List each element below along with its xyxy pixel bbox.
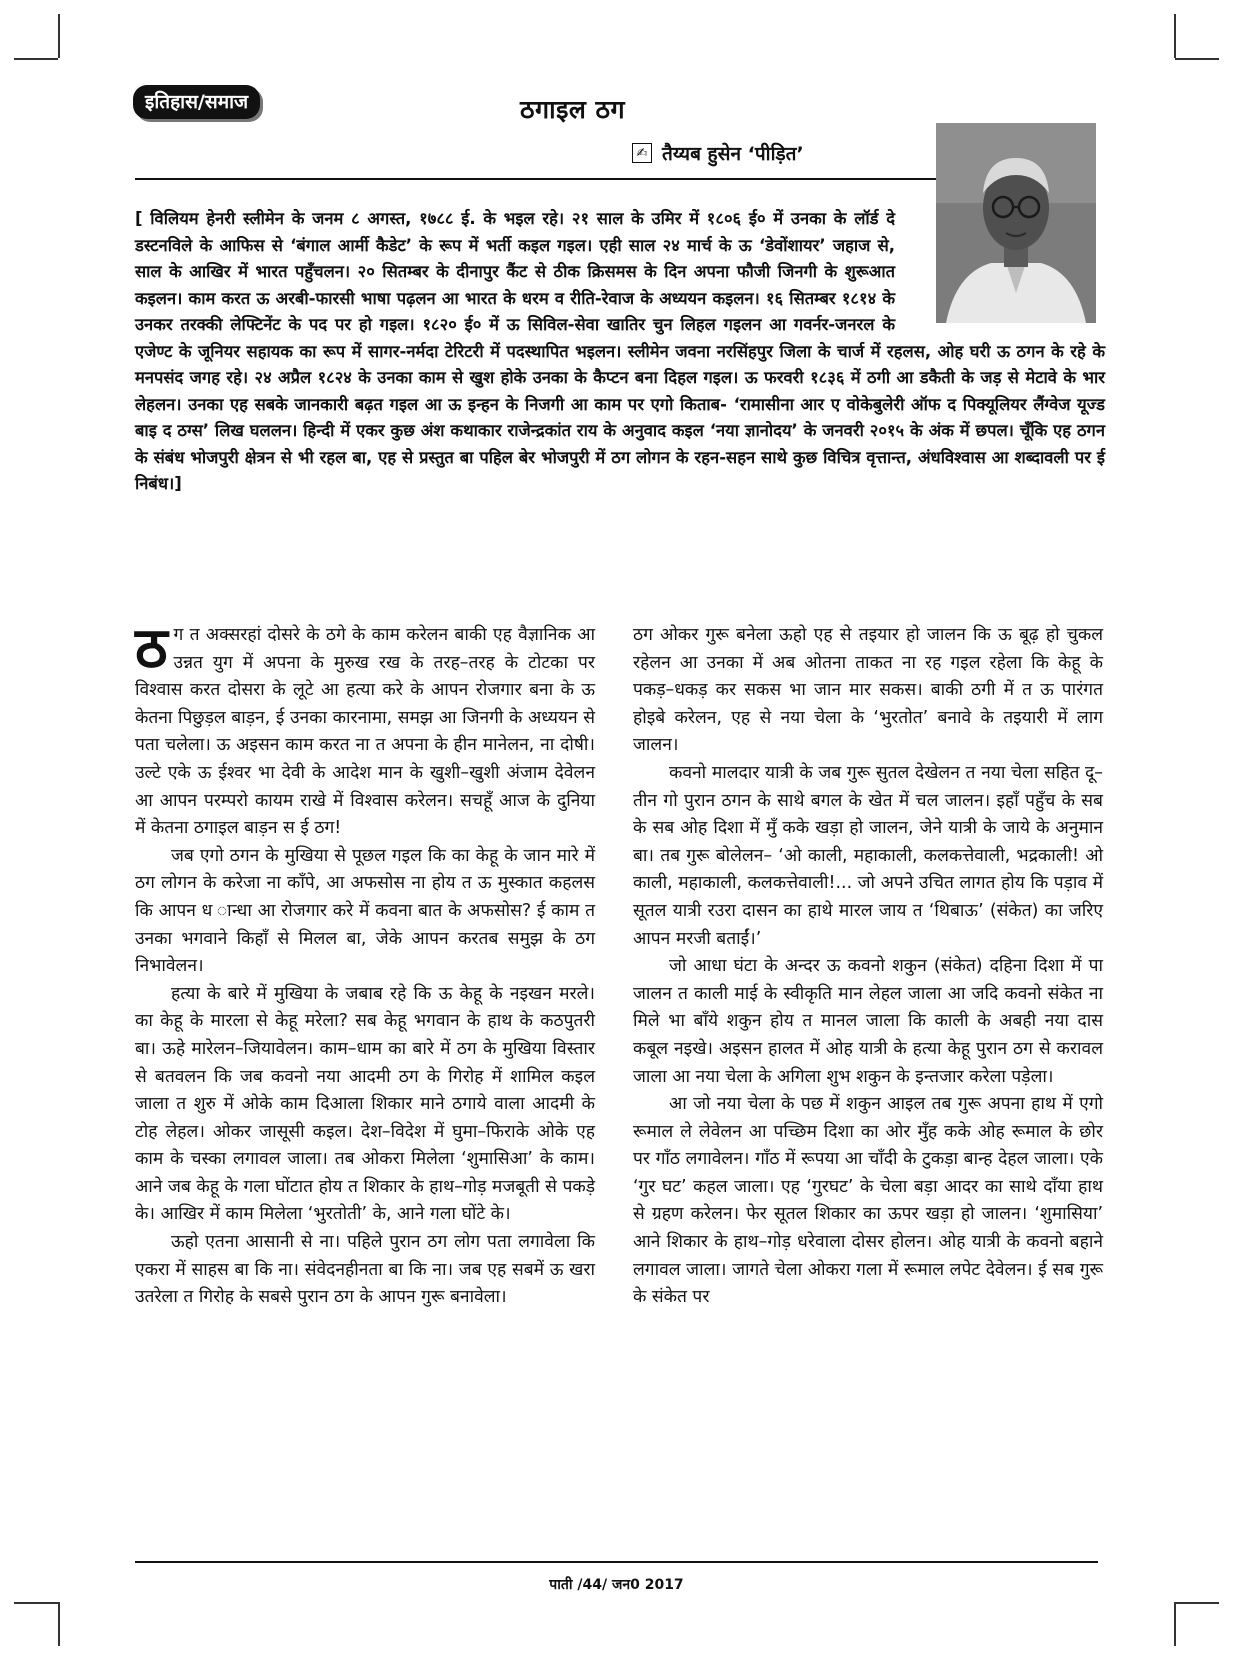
header-rule [135,178,936,180]
right-column [633,622,1103,1312]
paragraph: ऊहो एतना आसानी से ना। पहिले पुरान ठग लोग पता लगावेला कि एकरा में साहस बा कि ना। संवेदनहीनता बा कि ना। जब एह सबमें ऊ खरा उतरेला त गिरोह के सबसे पुरान ठग के आपन गुरू बनावेला। [135,1232,595,1308]
paragraph: जो आधा घंटा के अन्दर ऊ कवनो शकुन (संकेत) दहिना दिशा में पा जालन त काली माई के स्वीकृति मान लेहल जाला आ जदि कवनो संकेत ना मिले भा बाँये शकुन होय त मानल जाला कि काली के अबही नया दास कबूल नइखे। अइसन हालत में ओह यात्री के हत्या केहू पुरान ठग से करावल जाला आ नया चेला के अगिला शुभ शकुन के इन्तजार करेला पड़ेला। [633,956,1103,1087]
paragraph: ठग ओकर गुरू बनेला ऊहो एह से तइयार हो जालन कि ऊ बूढ़ हो चुकल रहेलन आ उनका में अब ओतना ताकत ना रह गइल रहेला कि केहू के पकड़–धकड़ कर सकस भा जान मार सकस। बाकी ठगी में त ऊ पारंगत होइबे करेलन, एह से नया चेला के ‘भुरतोत’ बनावे के तइयारी में लाग जालन। [633,625,1103,756]
footer-rule [135,1561,1098,1563]
intro-paragraph [135,206,1105,498]
left-column [135,616,595,1312]
crop-mark [1175,1602,1219,1604]
paragraph: हत्या के बारे में मुखिया के जबाब रहे कि ऊ केहू के नइखन मरले। का केहू के मारला से केहू मरेला? सब केहू भगवान के हाथ के कठपुतरी बा। ऊहे मारेलन–जियावेलन। काम–धाम का बारे में ठग के मुखिया विस्तार से बतवलन कि जब कवनो नया आदमी ठग के गिरोह में शामिल कइल जाला त शुरु में ओके काम दिआला शिकार माने ठगाये वाला आदमी के टोह लेहल। ओकर जासूसी कइल। देश–विदेश में घुमा–फिराके ओके एह काम के चस्का लगावल जाला। तब ओकरा मिलेला ‘शुमासिआ’ के काम। आने जब केहू के गला घोंटात होय त शिकार के हाथ–गोड़ मजबूती से पकड़े के। आखिर में काम मिलेला ‘भुरतोती’ के, आने गला घोंटे के। [135,983,595,1225]
crop-mark [1174,1602,1176,1646]
crop-mark [14,58,58,60]
author-name: तैय्यब हुसेन ‘पीड़ित’ [662,143,804,165]
paragraph: आ जो नया चेला के पछ में शकुन आइल तब गुरू अपना हाथ में एगो रूमाल ले लेवेलन आ पच्छिम दिशा का ओर मुँह कके ओह रूमाल के छोर पर गाँठ लगावेलन। गाँठ में रूपया आ चाँदी के टुकड़ा बान्ह देहल जाला। एके ‘गुर घट’ कहल जाला। एह ‘गुरघट’ के चेला बड़ा आदर का साथे दाँया हाथ से ग्रहण करेलन। फेर सूतल शिकार का ऊपर खड़ा हो जालन। ‘शुमासिया’ आने शिकार के हाथ–गोड़ धरेवाला दोसर होलन। ओह यात्री के कवनो बहाने लगावल जाला। जागते चेला ओकरा गला में रूमाल लपेट देवेलन। ई सब गुरू के संकेत पर [633,1094,1103,1308]
page-folio: पाती /44/ जन0 2017 [549,1577,684,1593]
crop-mark [58,14,60,58]
drop-cap: ठ [135,616,168,681]
crop-mark [1175,58,1219,60]
crop-mark [58,1602,60,1646]
paragraph: कवनो मालदार यात्री के जब गुरू सुतल देखेलन त नया चेला सहित दू–तीन गो पुरान ठगन के साथे बगल के खेत में चल जालन। इहाँ पहुँच के सब के सब ओह दिशा में मुँ कके खड़ा हो जालन, जेने यात्री के जाये के अनुमान बा। तब गुरू बोलेलन– ‘ओ काली, महाकाली, कलकत्तेवाली, भद्रकाली! ओ काली, महाकाली, कलकत्तेवाली!... जो अपने उचित लागत होय कि पड़ाव में सूतल यात्री रउरा दासन का हाथे मारल जाय त ‘थिबाऊ’ (संकेत) का जरिए आपन मरजी बताईं।’ [633,762,1103,949]
paragraph: ठग त अक्सरहां दोसरे के ठगे के काम करेलन बाकी एह वैज्ञानिक आ उन्नत युग में अपना के मुरुख रख के तरह–तरह के टोटका पर विश्वास करत दोसरा के लूटे आ हत्या करे के आपन रोजगार बना के ऊ केतना पिछुड़ल बाड़न, ई उनका कारनामा, समझ आ जिनगी के अध्ययन से पता चलेला। ऊ अइसन काम करत ना त अपना के हीन मानेलन, ना दोषी। उल्टे एके ऊ ईश्वर भा देवी के आदेश मान के खुशी–खुशी अंजाम देवेलन आ आपन परम्परो कायम राखे में विश्वास करेलन। सचहूँ आज के दुनिया में केतना ठगाइल बाड़न स ई ठग! [135,616,595,839]
section-label: इतिहास/समाज [133,85,260,119]
intro-text: [ विलियम हेनरी स्लीमेन के जनम ८ अगस्त, १७८८ ई. के भइल रहे। २१ साल के उमिर में १८०६ ई० में उनका के लॉर्ड दे डस्टनविले के आफिस से ‘बंगाल आर्मी कैडेट’ के रूप में भर्ती कइल गइल। एही साल २४ मार्च के ऊ ‘डेवोंशायर’ जहाज से, साल के आखिर में भारत पहुँचलन। २० सितम्बर के दीनापुर कैंट से ठीक क्रिसमस के दिन अपना फौजी जिनगी के शुरूआत कइलन। काम करत ऊ अरबी-फारसी भाषा पढ़लन आ भारत के धरम व रीति-रेवाज के अध्ययन कइलन। १६ सितम्बर १८१४ के उनकर तरक्की लेफ्टिनेंट के पद पर हो गइल। १८२० ई० में ऊ सिविल-सेवा खातिर चुन लिहल गइलन आ गवर्नर-जनरल के एजेण्ट के जूनियर सहायक का रूप में सागर-नर्मदा टेरिटरी में पदस्थापित भइलन। स्लीमेन जवना नरसिंहपुर जिला के चार्ज में रहलस, ओह घरी ऊ ठगन के रहे के मनपसंद जगह रहे। २४ अप्रैल १८२४ के उनका काम से खुश होके उनका के कैप्टन बना दिहल गइल। ऊ फरवरी १८३६ में ठगी आ डकैती के जड़ से मेटावे के भार लेहलन। उनका एह सबके जानकारी बढ़त गइल आ ऊ इन्हन के निजगी आ काम पर एगो किताब- ‘रामासीना आर ए वोकेबुलेरी ऑफ द पिक्यूलियर लैंग्वेज यूज्ड बाइ द ठग्स’ लिख घललन। हिन्दी में एकर कुछ अंश कथाकार राजेन्द्रकांत राय के अनुवाद कइल ‘नया ज्ञानोदय’ के जनवरी २०१५ के अंक में छपल। चूँकि एह ठगन के संबंध भोजपुरी क्षेत्रन से भी रहल बा, एह से प्रस्तुत बा पहिल बेर भोजपुरी में ठग लोगन के रहन-सहन साथे कुछ विचित्र वृत्तान्त, अंधविश्वास आ शब्दावली पर ई निबंध।] [135,209,1105,493]
crop-mark [1174,14,1176,58]
paragraph: जब एगो ठगन के मुखिया से पूछल गइल कि का केहू के जान मारे में ठग लोगन के करेजा ना काँपे, आ अफसोस ना होय त ऊ मुस्कात कहलस कि आपन ध ान्धा आ रोजगार करे में कवना बात के अफसोस? ई काम त उनका भगवाने किहाँ से मिलल बा, जेके आपन करतब समुझ के ठग निभावेलन। [135,845,595,977]
pen-icon: ✍ [632,143,652,163]
author-byline [632,140,804,166]
crop-mark [14,1602,58,1604]
article-title: ठगाइल ठग [520,95,626,124]
